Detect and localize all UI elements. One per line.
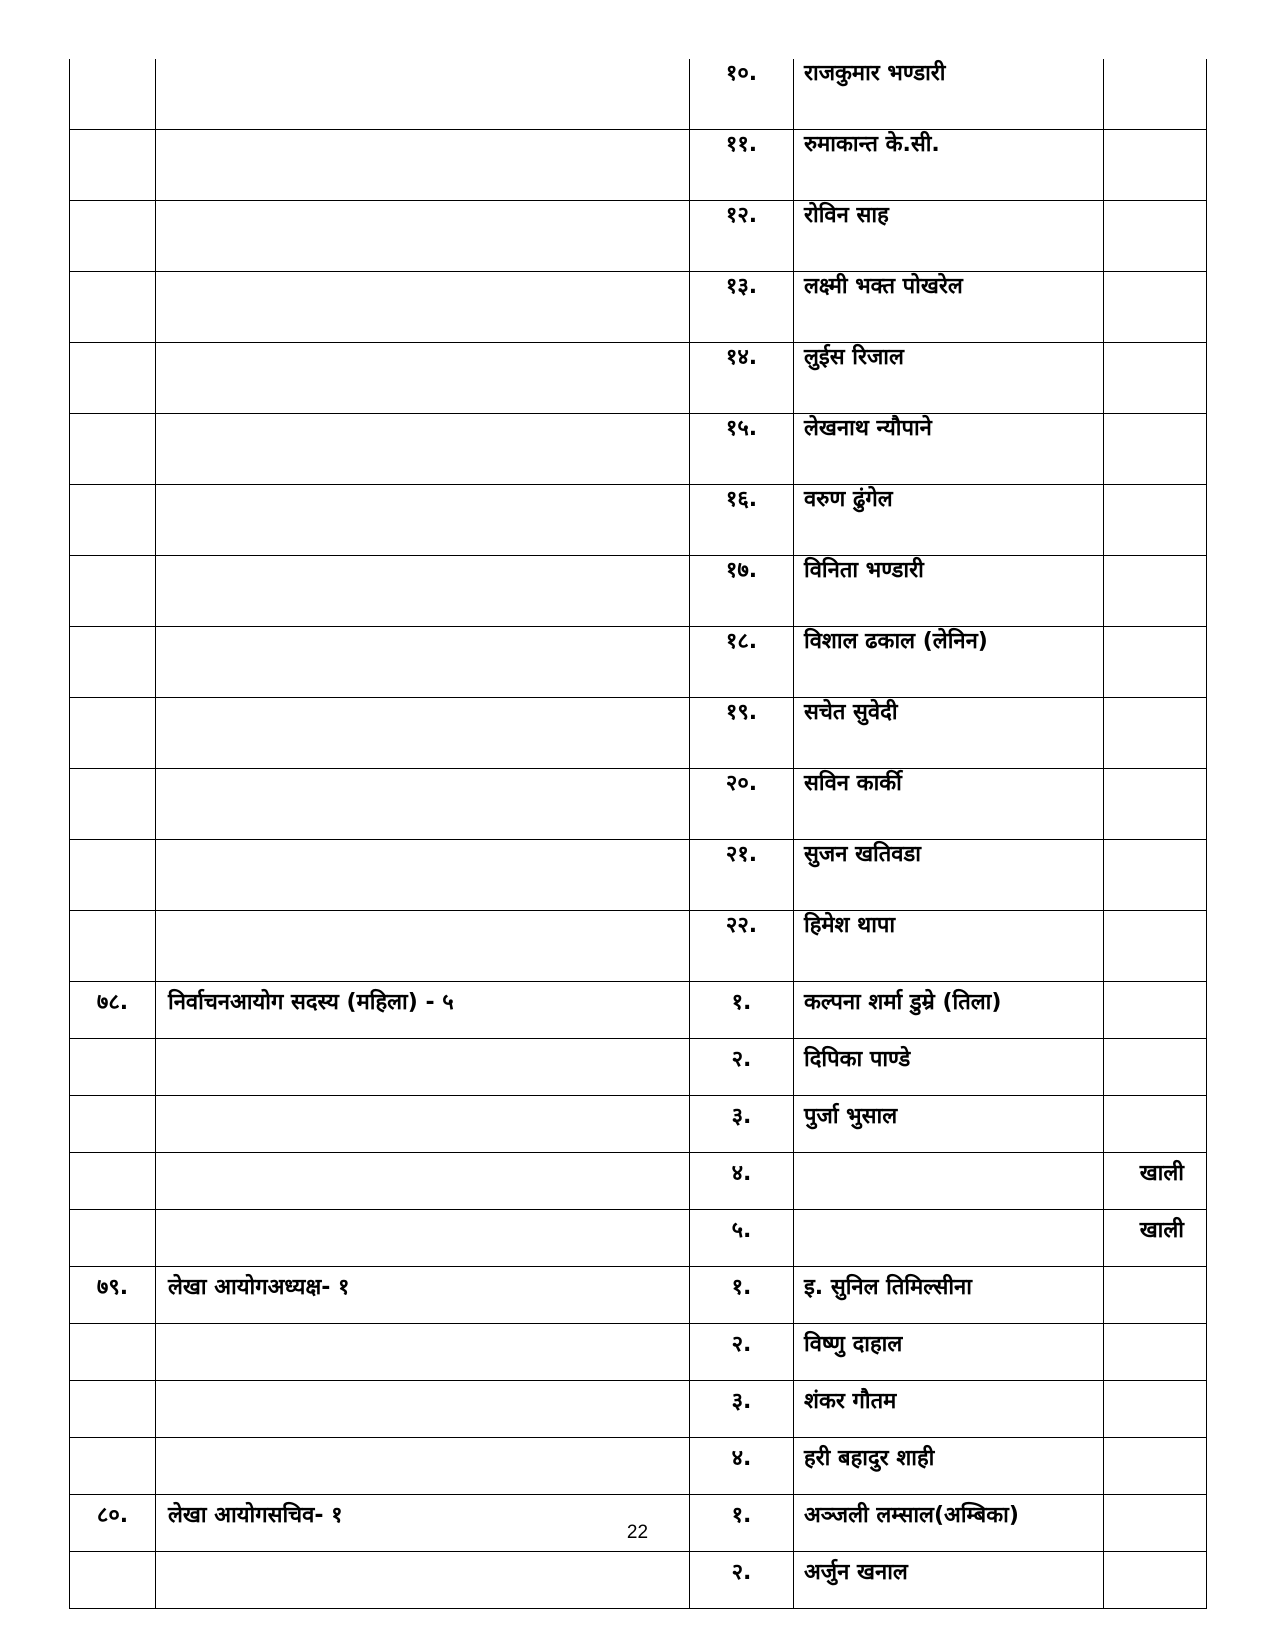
candidate-name-cell: लेखनाथ न्यौपाने xyxy=(794,414,1104,485)
candidate-name-cell: लुईस रिजाल xyxy=(794,343,1104,414)
serial-cell: ७८. xyxy=(70,982,156,1039)
table-row xyxy=(70,59,1207,130)
remark-cell xyxy=(1104,1324,1207,1381)
candidate-number-cell: ३. xyxy=(690,1096,794,1153)
post-cell xyxy=(156,1324,690,1381)
candidate-name-cell: राजकुमार भण्डारी xyxy=(794,59,1104,130)
remark-cell xyxy=(1104,1096,1207,1153)
candidate-name-cell: विनिता भण्डारी xyxy=(794,556,1104,627)
remark-cell: खाली xyxy=(1104,1210,1207,1267)
candidate-number-cell: २. xyxy=(690,1552,794,1609)
table-row xyxy=(70,840,1207,911)
remark-cell xyxy=(1104,130,1207,201)
candidate-number-cell: १. xyxy=(690,1495,794,1552)
candidate-number-cell: १०. xyxy=(690,59,794,130)
candidate-number-cell: १८. xyxy=(690,627,794,698)
post-cell xyxy=(156,1210,690,1267)
serial-cell xyxy=(70,1210,156,1267)
table-row xyxy=(70,1552,1207,1609)
serial-cell xyxy=(70,1096,156,1153)
serial-cell: ८०. xyxy=(70,1495,156,1552)
candidate-name-cell xyxy=(794,1153,1104,1210)
post-cell xyxy=(156,1039,690,1096)
remark-cell xyxy=(1104,272,1207,343)
serial-cell xyxy=(70,1324,156,1381)
post-cell xyxy=(156,1381,690,1438)
candidate-table xyxy=(69,59,1207,1609)
table-row xyxy=(70,1039,1207,1096)
remark-cell xyxy=(1104,414,1207,485)
candidate-name-cell: सुजन खतिवडा xyxy=(794,840,1104,911)
post-cell: लेखा आयोगसचिव- १ xyxy=(156,1495,690,1552)
table-row xyxy=(70,769,1207,840)
candidate-number-cell: १५. xyxy=(690,414,794,485)
post-cell xyxy=(156,414,690,485)
serial-cell xyxy=(70,1438,156,1495)
candidate-number-cell: ५. xyxy=(690,1210,794,1267)
post-cell xyxy=(156,130,690,201)
candidate-number-cell: ४. xyxy=(690,1438,794,1495)
candidate-name-cell: कल्पना शर्मा डुम्रे (तिला) xyxy=(794,982,1104,1039)
candidate-name-cell: रुमाकान्त के.सी. xyxy=(794,130,1104,201)
remark-cell xyxy=(1104,201,1207,272)
candidate-name-cell: सविन कार्की xyxy=(794,769,1104,840)
candidate-name-cell xyxy=(794,1210,1104,1267)
candidate-name-cell: विष्णु दाहाल xyxy=(794,1324,1104,1381)
candidate-number-cell: १७. xyxy=(690,556,794,627)
remark-cell xyxy=(1104,556,1207,627)
table-row xyxy=(70,1210,1207,1267)
post-cell xyxy=(156,1552,690,1609)
candidate-name-cell: लक्ष्मी भक्त पोखरेल xyxy=(794,272,1104,343)
serial-cell xyxy=(70,556,156,627)
table-row xyxy=(70,1267,1207,1324)
table-row xyxy=(70,698,1207,769)
table-row xyxy=(70,556,1207,627)
candidate-number-cell: २. xyxy=(690,1039,794,1096)
table-row xyxy=(70,627,1207,698)
candidate-number-cell: १४. xyxy=(690,343,794,414)
candidate-name-cell: हिमेश थापा xyxy=(794,911,1104,982)
table-row xyxy=(70,1324,1207,1381)
post-cell xyxy=(156,485,690,556)
candidate-number-cell: ११. xyxy=(690,130,794,201)
candidate-name-cell: दिपिका पाण्डे xyxy=(794,1039,1104,1096)
table-row xyxy=(70,982,1207,1039)
table-row xyxy=(70,201,1207,272)
serial-cell xyxy=(70,272,156,343)
post-cell xyxy=(156,698,690,769)
candidate-name-cell: पुर्जा भुसाल xyxy=(794,1096,1104,1153)
candidate-number-cell: ३. xyxy=(690,1381,794,1438)
remark-cell xyxy=(1104,59,1207,130)
serial-cell xyxy=(70,201,156,272)
post-cell xyxy=(156,627,690,698)
candidate-name-cell: रोविन साह xyxy=(794,201,1104,272)
candidate-number-cell: १२. xyxy=(690,201,794,272)
remark-cell xyxy=(1104,1552,1207,1609)
serial-cell xyxy=(70,911,156,982)
candidate-name-cell: इ. सुनिल तिमिल्सीना xyxy=(794,1267,1104,1324)
serial-cell xyxy=(70,1039,156,1096)
remark-cell xyxy=(1104,1381,1207,1438)
serial-cell xyxy=(70,698,156,769)
remark-cell xyxy=(1104,982,1207,1039)
table-row xyxy=(70,911,1207,982)
serial-cell: ७९. xyxy=(70,1267,156,1324)
candidate-number-cell: २१. xyxy=(690,840,794,911)
remark-cell xyxy=(1104,343,1207,414)
table-row xyxy=(70,1381,1207,1438)
candidate-table-body xyxy=(70,59,1207,1609)
candidate-name-cell: अञ्जली लम्साल(अम्बिका) xyxy=(794,1495,1104,1552)
post-cell xyxy=(156,840,690,911)
candidate-name-cell: वरुण ढुंगेल xyxy=(794,485,1104,556)
candidate-number-cell: १६. xyxy=(690,485,794,556)
candidate-number-cell: १३. xyxy=(690,272,794,343)
table-row xyxy=(70,343,1207,414)
table-row xyxy=(70,1438,1207,1495)
post-cell: निर्वाचनआयोग सदस्य (महिला) - ५ xyxy=(156,982,690,1039)
post-cell xyxy=(156,556,690,627)
candidate-number-cell: १९. xyxy=(690,698,794,769)
candidate-name-cell: विशाल ढकाल (लेनिन) xyxy=(794,627,1104,698)
table-row xyxy=(70,130,1207,201)
post-cell xyxy=(156,1438,690,1495)
post-cell xyxy=(156,201,690,272)
serial-cell xyxy=(70,1153,156,1210)
serial-cell xyxy=(70,59,156,130)
post-cell: लेखा आयोगअध्यक्ष- १ xyxy=(156,1267,690,1324)
remark-cell: खाली xyxy=(1104,1153,1207,1210)
table-row xyxy=(70,485,1207,556)
remark-cell xyxy=(1104,840,1207,911)
serial-cell xyxy=(70,840,156,911)
table-row xyxy=(70,414,1207,485)
serial-cell xyxy=(70,130,156,201)
candidate-name-cell: शंकर गौतम xyxy=(794,1381,1104,1438)
candidate-name-cell: सचेत सुवेदी xyxy=(794,698,1104,769)
serial-cell xyxy=(70,1381,156,1438)
remark-cell xyxy=(1104,769,1207,840)
remark-cell xyxy=(1104,627,1207,698)
candidate-name-cell: हरी बहादुर शाही xyxy=(794,1438,1104,1495)
post-cell xyxy=(156,1153,690,1210)
remark-cell xyxy=(1104,1438,1207,1495)
serial-cell xyxy=(70,1552,156,1609)
post-cell xyxy=(156,59,690,130)
remark-cell xyxy=(1104,485,1207,556)
remark-cell xyxy=(1104,1039,1207,1096)
serial-cell xyxy=(70,414,156,485)
candidate-number-cell: १. xyxy=(690,1267,794,1324)
candidate-number-cell: ४. xyxy=(690,1153,794,1210)
remark-cell xyxy=(1104,911,1207,982)
candidate-number-cell: १. xyxy=(690,982,794,1039)
post-cell xyxy=(156,911,690,982)
serial-cell xyxy=(70,769,156,840)
post-cell xyxy=(156,343,690,414)
serial-cell xyxy=(70,343,156,414)
table-row xyxy=(70,272,1207,343)
remark-cell xyxy=(1104,1267,1207,1324)
table-row xyxy=(70,1153,1207,1210)
candidate-number-cell: २. xyxy=(690,1324,794,1381)
post-cell xyxy=(156,272,690,343)
post-cell xyxy=(156,1096,690,1153)
serial-cell xyxy=(70,485,156,556)
serial-cell xyxy=(70,627,156,698)
candidate-name-cell: अर्जुन खनाल xyxy=(794,1552,1104,1609)
post-cell xyxy=(156,769,690,840)
page-number: 22 xyxy=(626,1522,649,1543)
table-row xyxy=(70,1096,1207,1153)
candidate-number-cell: २२. xyxy=(690,911,794,982)
candidate-number-cell: २०. xyxy=(690,769,794,840)
remark-cell xyxy=(1104,698,1207,769)
